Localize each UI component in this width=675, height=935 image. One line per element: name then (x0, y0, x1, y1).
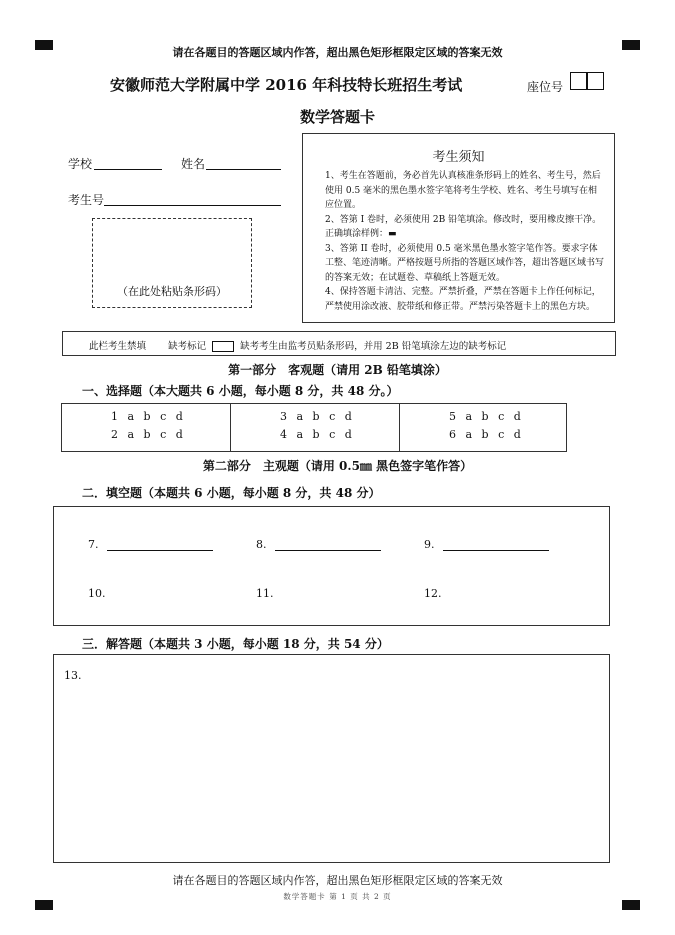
absent-forbidden-text: 此栏考生禁填 (89, 341, 147, 352)
fill-question-8[interactable]: 8. (256, 538, 381, 551)
bottom-notice: 请在各题目的答题区域内作答，超出黑色矩形框限定区域的答案无效 (172, 874, 503, 887)
seat-box-2[interactable] (587, 72, 604, 90)
choice-question-1[interactable]: 1 a b c d (111, 410, 186, 423)
solve-section-title: 三．解答题（本题共 3 小题，每小题 18 分，共 54 分） (82, 637, 389, 651)
fill-section-title: 二．填空题（本题共 6 小题，每小题 8 分，共 48 分） (82, 486, 381, 500)
choice-question-5[interactable]: 5 a b c d (449, 410, 524, 423)
fill-question-7[interactable]: 7. (88, 538, 213, 551)
barcode-area[interactable] (92, 218, 252, 308)
name-input[interactable] (206, 169, 281, 170)
barcode-hint: （在此处粘贴条形码） (117, 285, 227, 298)
instructions-title: 考生须知 (432, 150, 485, 165)
choice-question-2[interactable]: 2 a b c d (111, 428, 186, 441)
instruction-item: 2、答第 I 卷时，必须使用 2B 铅笔填涂。修改时，要用橡皮擦干净。正确填涂样例：▬ (325, 214, 602, 239)
instruction-item: 3、答第 II 卷时，必须使用 0.5 毫米黑色墨水签字笔作答。要求字体工整、笔迹清晰。严格按题号所指的答题区域作答，超出答题区域书写的答案无效；在试题卷、草稿纸上答题无效。 (325, 243, 605, 283)
choice-question-3[interactable]: 3 a b c d (280, 410, 355, 423)
fill-answer-area (53, 506, 610, 626)
exam-title: 安徽师范大学附属中学 2016 年科技特长班招生考试 (110, 76, 463, 94)
exam-number-input[interactable] (104, 205, 281, 206)
absent-mark-box[interactable] (212, 341, 234, 352)
absent-note: 缺考考生由监考员贴条形码，并用 2B 铅笔填涂左边的缺考标记 (240, 341, 507, 352)
school-label: 学校 (68, 157, 93, 171)
solve-answer-area[interactable] (53, 654, 610, 863)
choice-section-title: 一、选择题（本大题共 6 小题，每小题 8 分，共 48 分。） (82, 384, 399, 398)
fill-question-12[interactable]: 12. (424, 587, 442, 600)
instruction-item: 1、考生在答题前，务必首先认真核准条形码上的姓名、考生号，然后使用 0.5 毫米的黑色墨水签字笔将考生学校、姓名、考生号填写在相应位置。 (325, 171, 601, 210)
card-title: 数学答题卡 (299, 108, 375, 126)
part2-title: 第二部分 主观题（请用 0.5㎜ 黑色签字笔作答） (202, 459, 473, 473)
absent-mark-label: 缺考标记 (168, 341, 207, 352)
seat-label: 座位号 (527, 80, 564, 94)
instruction-item: 4、保持答题卡清洁、完整。严禁折叠，严禁在答题卡上作任何标记，严禁使用涂改液、胶带纸和修正带。严禁污染答题卡上的黑色方块。 (325, 287, 601, 312)
school-input[interactable] (94, 169, 162, 170)
name-label: 姓名 (181, 157, 206, 171)
choice-question-4[interactable]: 4 a b c d (280, 428, 355, 441)
exam-number-label: 考生号 (68, 193, 105, 207)
part1-title: 第一部分 客观题（请用 2B 铅笔填涂） (228, 363, 447, 377)
fill-question-9[interactable]: 9. (424, 538, 549, 551)
fill-question-11[interactable]: 11. (256, 587, 274, 600)
choice-question-6[interactable]: 6 a b c d (449, 428, 524, 441)
instructions-box (302, 133, 615, 323)
top-notice: 请在各题目的答题区域内作答，超出黑色矩形框限定区域的答案无效 (172, 46, 503, 59)
absent-bar (62, 331, 616, 356)
page-footer: 数学答题卡 第 1 页 共 2 页 (283, 892, 392, 901)
solve-question-13: 13. (64, 669, 82, 682)
seat-box-1[interactable] (570, 72, 587, 90)
fill-question-10[interactable]: 10. (88, 587, 106, 600)
